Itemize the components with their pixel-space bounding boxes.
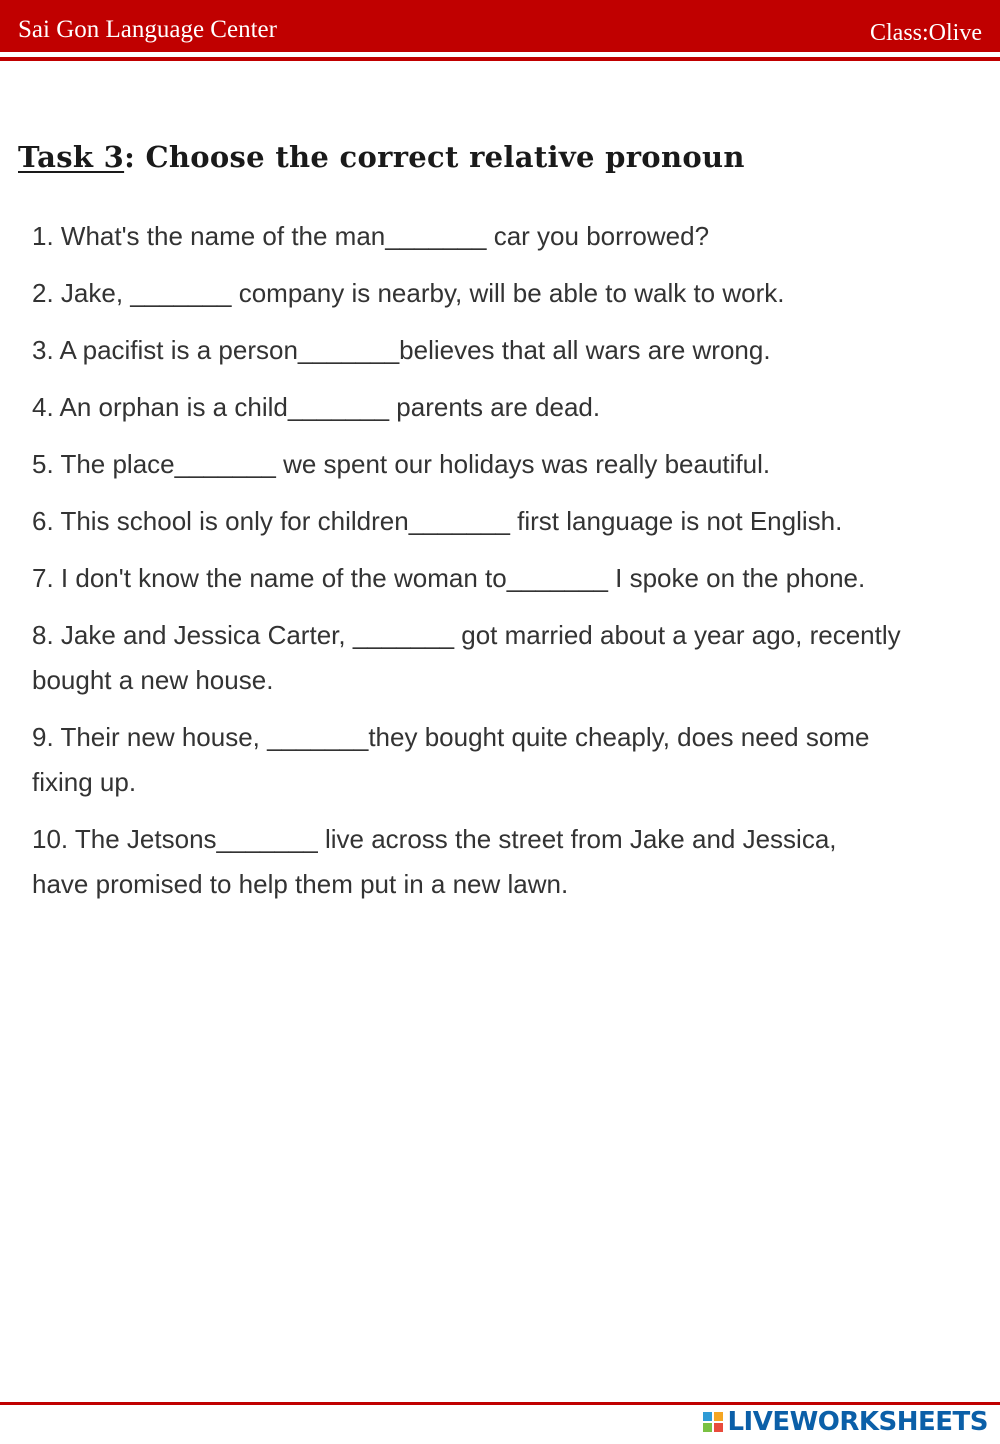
question-8: 8. Jake and Jessica Carter, _______ got married about a year ago, recently bought a new house.	[32, 620, 901, 695]
question-2: 2. Jake, _______ company is nearby, will be able to walk to work.	[32, 278, 785, 308]
task-title	[18, 140, 745, 174]
question-4: 4. An orphan is a child_______ parents are dead.	[32, 392, 601, 422]
liveworksheets-logo-icon	[703, 1412, 723, 1432]
question-9: 9. Their new house, _______they bought quite cheaply, does need some fixing up.	[32, 722, 870, 797]
logo-text: LIVEWORKSHEETS	[727, 1407, 988, 1437]
question-3: 3. A pacifist is a person_______believes that all wars are wrong.	[32, 335, 771, 365]
question-1: 1. What's the name of the man_______ car you borrowed?	[32, 221, 710, 251]
question-6: 6. This school is only for children_______ first language is not English.	[32, 506, 843, 536]
task-label: Task 3	[18, 140, 125, 174]
question-list	[32, 214, 932, 919]
task-instruction: : Choose the correct relative pronoun	[124, 140, 745, 174]
header-divider	[0, 57, 1000, 61]
question-10: 10. The Jetsons_______ live across the street from Jake and Jessica, have promised to help them put in a new lawn.	[32, 824, 837, 899]
question-5: 5. The place_______ we spent our holidays was really beautiful.	[32, 449, 771, 479]
question-7: 7. I don't know the name of the woman to_______ I spoke on the phone.	[32, 563, 866, 593]
center-name: Sai Gon Language Center	[18, 16, 277, 43]
liveworksheets-logo	[703, 1404, 988, 1440]
class-name: Class:Olive	[870, 20, 982, 46]
